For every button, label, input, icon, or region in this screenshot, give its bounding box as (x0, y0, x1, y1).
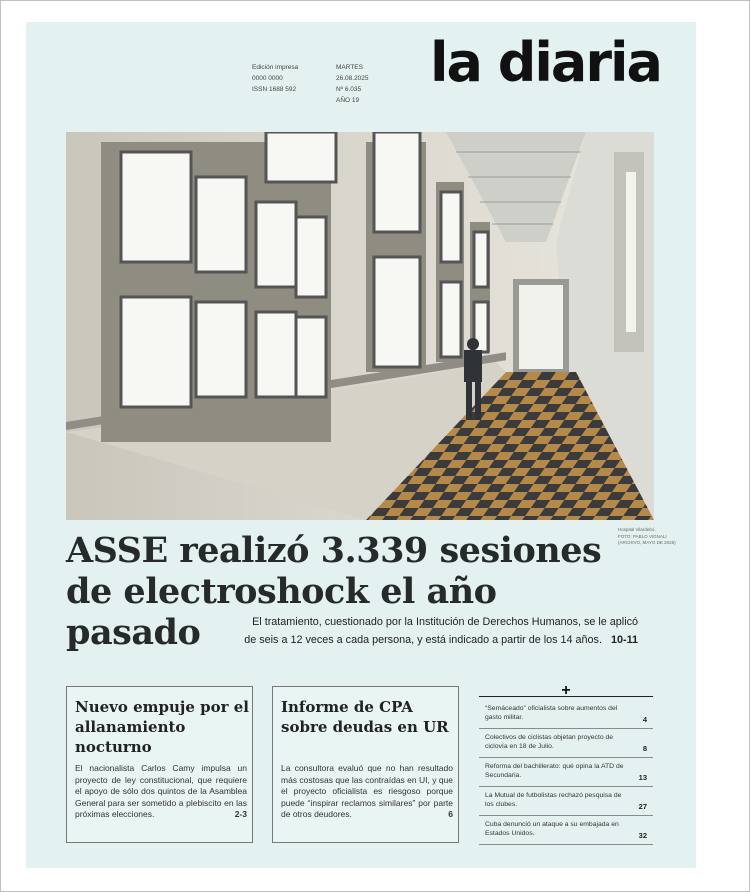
brief-page-ref: 13 (638, 773, 647, 782)
year-number: AÑO 19 (336, 97, 360, 104)
brief-page-ref: 27 (638, 802, 647, 811)
story-body (75, 763, 247, 821)
front-page (26, 22, 696, 868)
credit-line: Hospital Vilardebó. (618, 527, 656, 532)
edition-line: ISSN 1688 592 (252, 86, 297, 93)
credit-line: FOTO: PABLO VIGNALI (618, 533, 667, 539)
lede-line: El tratamiento, cuestionado por la Institución de Derechos Humanos, se le aplicó (252, 616, 638, 628)
brief-page-ref: 32 (638, 831, 647, 840)
brief-text: Reforma del bachillerato: qué opina la ATD de Secundaria. (485, 763, 624, 779)
brief-item[interactable] (479, 787, 653, 816)
plus-icon: + (561, 682, 571, 699)
story-text: La consultora evaluó que no han resultado más costosas que las contraídas en UI, y que el proyecto oficialista es riesgoso porque puede “inspirar reclamos similares” por parte de otros deudores. (281, 763, 453, 819)
brief-page-ref: 4 (642, 715, 647, 724)
hospital-corridor-illustration (66, 132, 654, 520)
edition-line: Edición impresa (252, 64, 299, 71)
credit-line: (ARCHIVO, MAYO DE 2025) (618, 540, 676, 545)
brief-text: Colectivos de ciclistas objetan proyecto de ciclovía en 18 de Julio. (485, 734, 614, 750)
story-title: Nuevo empuje por el allanamiento nocturno (75, 698, 249, 756)
newspaper-logo: la diaria (430, 31, 661, 94)
story-box-allanamiento[interactable] (66, 686, 253, 843)
edition-line: 0000 0000 (252, 75, 283, 82)
date: 26.08.2025 (336, 75, 369, 82)
brief-page-ref: 8 (642, 744, 647, 753)
photo-credit (618, 527, 692, 547)
edition-info (252, 62, 298, 95)
story-page-ref: 6 (448, 809, 453, 819)
weekday: MARTES (336, 64, 363, 71)
brief-item[interactable] (479, 816, 653, 845)
briefs-header (479, 684, 653, 698)
headline-line: de electroshock el año pasado (66, 571, 497, 653)
issue-number: Nº 6.035 (336, 86, 362, 93)
brief-text: Cuba denunció un ataque a su embajada en Estados Unidos. (485, 821, 619, 837)
lead-photo (66, 132, 654, 520)
story-text: El nacionalista Carlos Camy impulsa un proyecto de ley constitucional, que requiere el apoyo de sólo dos quintos de la Asamblea General para ser sometido a plebiscito en las próximas elecciones. (75, 763, 247, 819)
lead-page-ref: 10-11 (610, 633, 638, 646)
brief-text: La Mutual de futbolistas rechazó pesquisa de los clubes. (485, 792, 622, 808)
date-info (336, 62, 369, 106)
story-page-ref: 2-3 (234, 809, 247, 819)
briefs-list (479, 700, 653, 845)
lead-summary (168, 614, 638, 649)
story-box-cpa[interactable] (272, 686, 459, 843)
brief-item[interactable] (479, 758, 653, 787)
brief-text: “Semáceado” oficialista sobre aumentos del gasto militar. (485, 705, 618, 721)
story-title: Informe de CPA sobre deudas en UR (281, 698, 449, 736)
story-body (281, 763, 453, 821)
headline-line: ASSE realizó 3.339 sesiones (66, 530, 602, 571)
brief-item[interactable] (479, 729, 653, 758)
divider (479, 696, 653, 697)
lede-line: de seis a 12 veces a cada persona, y está indicado a partir de los 14 años. (244, 633, 602, 646)
brief-item[interactable] (479, 700, 653, 729)
